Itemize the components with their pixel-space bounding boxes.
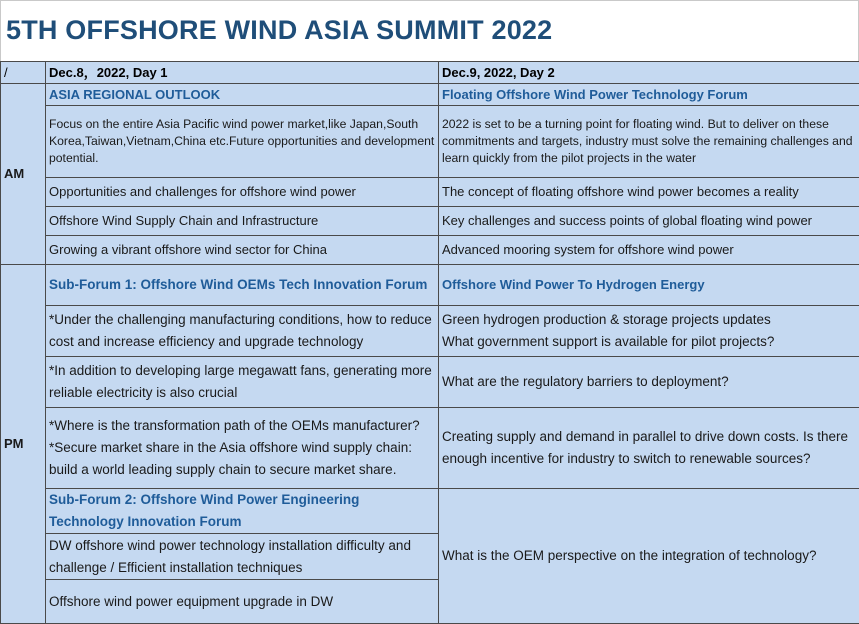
- session-cell: *In addition to developing large megawatt fans, generating more reliable electricity is also crucial: [46, 357, 439, 408]
- table-row: [1, 408, 859, 489]
- session-cell: 2022 is set to be a turning point for floating wind. But to deliver on these commitments and targets, industry must solve the remaining challenges and learn quickly from the pilot projects in the water: [439, 106, 859, 178]
- table-row: [1, 306, 859, 357]
- title-bar: [0, 0, 859, 62]
- session-cell: [46, 408, 439, 489]
- session-cell: Opportunities and challenges for offshore wind power: [46, 178, 439, 207]
- session-cell: Offshore wind power equipment upgrade in DW: [46, 580, 439, 624]
- period-am: AM: [1, 84, 46, 265]
- session-cell: Creating supply and demand in parallel to drive down costs. Is there enough incentive for industry to switch to renewable sources?: [439, 408, 859, 489]
- session-cell: [439, 306, 859, 357]
- forum-title-day1-pm-2: Sub-Forum 2: Offshore Wind Power Engineering Technology Innovation Forum: [46, 489, 439, 534]
- session-line: Green hydrogen production & storage projects updates: [442, 309, 856, 331]
- session-cell: Advanced mooring system for offshore wind power: [439, 236, 859, 265]
- session-line: What government support is available for pilot projects?: [442, 331, 856, 353]
- agenda-table: [0, 61, 859, 624]
- session-cell: Key challenges and success points of global floating wind power: [439, 207, 859, 236]
- table-row: [1, 207, 859, 236]
- session-line: *Where is the transformation path of the OEMs manufacturer?: [49, 415, 435, 437]
- forum-title-day1-am: ASIA REGIONAL OUTLOOK: [46, 84, 439, 106]
- header-row: [1, 62, 859, 84]
- table-row: [1, 178, 859, 207]
- session-cell: DW offshore wind power technology installation difficulty and challenge / Efficient installation techniques: [46, 534, 439, 580]
- table-row: [1, 357, 859, 408]
- page-title: 5TH OFFSHORE WIND ASIA SUMMIT 2022: [6, 15, 552, 46]
- table-row: [1, 265, 859, 306]
- header-day2: Dec.9, 2022, Day 2: [439, 62, 859, 84]
- table-row: [1, 236, 859, 265]
- session-cell: Growing a vibrant offshore wind sector for China: [46, 236, 439, 265]
- session-cell: The concept of floating offshore wind power becomes a reality: [439, 178, 859, 207]
- forum-title-day1-pm-1: Sub-Forum 1: Offshore Wind OEMs Tech Innovation Forum: [46, 265, 439, 306]
- session-cell: What is the OEM perspective on the integration of technology?: [439, 489, 859, 624]
- session-cell: *Under the challenging manufacturing conditions, how to reduce cost and increase efficiency and upgrade technology: [46, 306, 439, 357]
- header-corner: /: [1, 62, 46, 84]
- forum-title-day2-pm: Offshore Wind Power To Hydrogen Energy: [439, 265, 859, 306]
- period-pm: PM: [1, 265, 46, 624]
- session-cell: Offshore Wind Supply Chain and Infrastructure: [46, 207, 439, 236]
- session-cell: What are the regulatory barriers to deployment?: [439, 357, 859, 408]
- session-line: *Secure market share in the Asia offshore wind supply chain: build a world leading supply chain to secure market share.: [49, 437, 435, 481]
- table-row: [1, 84, 859, 106]
- header-day1: Dec.8，2022, Day 1: [46, 62, 439, 84]
- forum-title-day2-am: Floating Offshore Wind Power Technology Forum: [439, 84, 859, 106]
- session-cell: Focus on the entire Asia Pacific wind power market,like Japan,South Korea,Taiwan,Vietnam,China etc.Future opportunities and development potential.: [46, 106, 439, 178]
- table-row: [1, 489, 859, 534]
- table-row: [1, 106, 859, 178]
